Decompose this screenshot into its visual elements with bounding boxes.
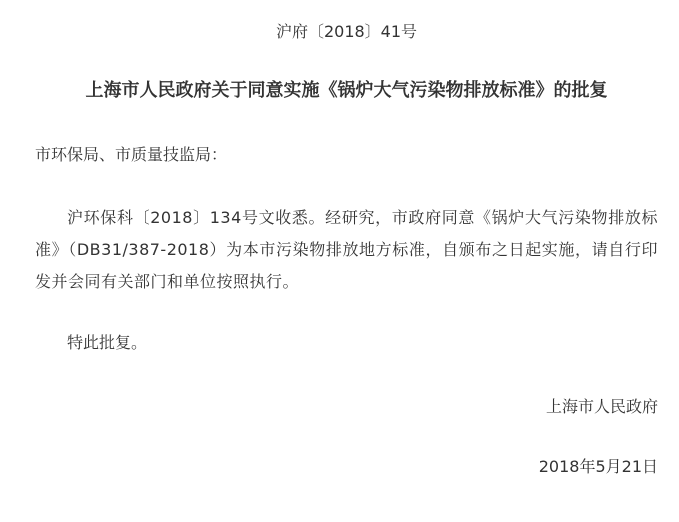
issuer-signature: 上海市人民政府	[545, 397, 658, 416]
salutation-recipients: 市环保局、市质量技监局：	[35, 145, 228, 164]
document-number: 沪府〔2018〕41号	[275, 22, 418, 41]
document-title: 上海市人民政府关于同意实施《锅炉大气污染物排放标准》的批复	[85, 80, 608, 101]
issue-date: 2018年5月21日	[538, 457, 658, 476]
closing-phrase: 特此批复。	[67, 333, 148, 352]
body-paragraph: 沪环保科〔2018〕134号文收悉。经研究，市政府同意《锅炉大气污染物排放标准》（DB31/387-2018）为本市污染物排放地方标准，自颁布之日起实施，请自行印发并会同有关部门和单位按照执行。	[35, 208, 658, 291]
